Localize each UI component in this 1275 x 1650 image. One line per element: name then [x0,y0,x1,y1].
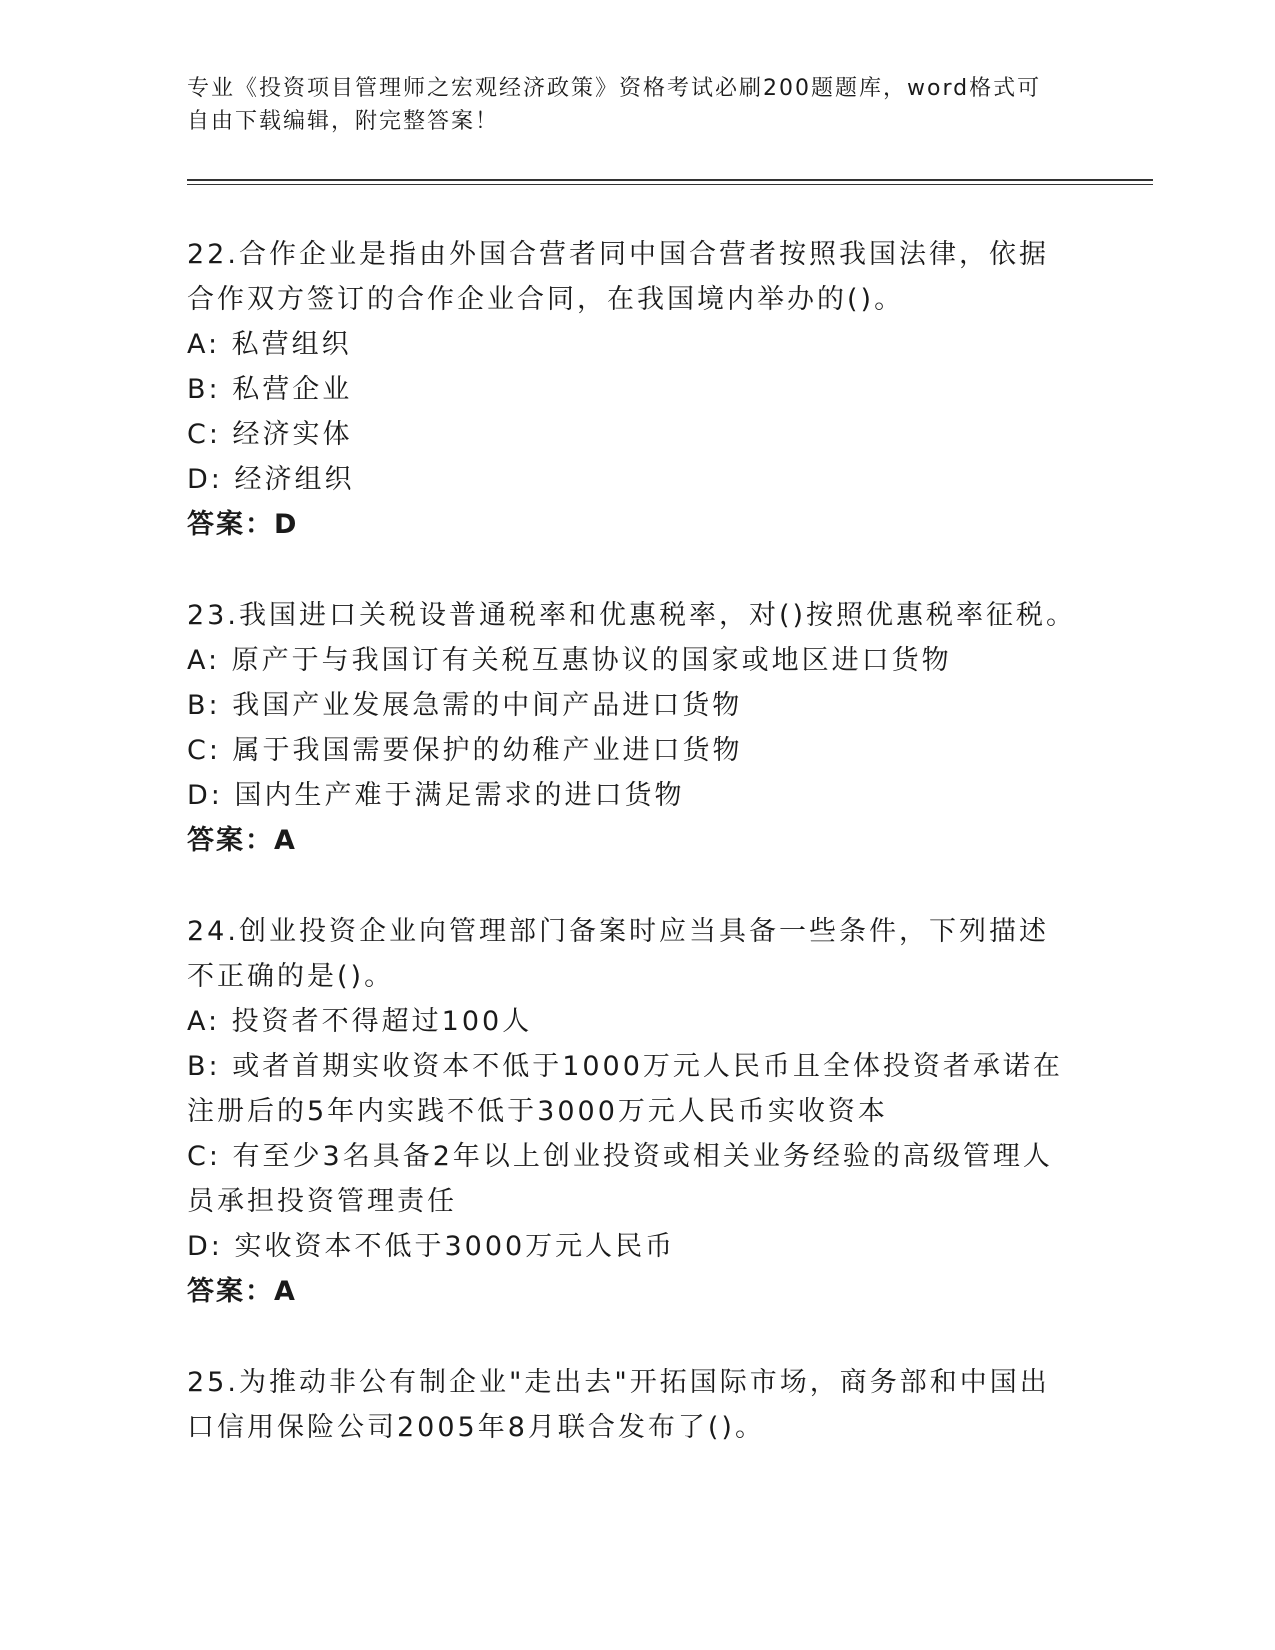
answer: 答案：A [187,825,297,856]
option-a: A: 原产于与我国订有关税互惠协议的国家或地区进口货物 [187,645,952,676]
option-c: C: 有至少3名具备2年以上创业投资或相关业务经验的高级管理人员承担投资管理责任 [187,1141,1053,1217]
question-text: 25.为推动非公有制企业"走出去"开拓国际市场，商务部和中国出口信用保险公司2005年8月联合发布了()。 [187,1367,1050,1443]
option-a: A: 投资者不得超过100人 [187,1006,533,1037]
header-rule-thick [187,179,1153,181]
option-d: D: 国内生产难于满足需求的进口货物 [187,780,685,811]
option-a: A: 私营组织 [187,329,352,360]
answer: 答案：A [187,1276,297,1307]
question-25 [187,1360,1077,1450]
document-header [187,72,1067,138]
header-rule-thin [187,184,1153,185]
question-text: 23.我国进口关税设普通税率和优惠税率，对()按照优惠税率征税。 [187,600,1077,631]
question-text: 22.合作企业是指由外国合营者同中国合营者按照我国法律，依据合作双方签订的合作企业合同，在我国境内举办的()。 [187,239,1049,315]
header-line-2: 自由下载编辑，附完整答案！ [187,109,500,134]
question-text: 24.创业投资企业向管理部门备案时应当具备一些条件，下列描述不正确的是()。 [187,916,1049,992]
question-22 [187,232,1077,547]
option-d: D: 经济组织 [187,464,355,495]
option-c: C: 属于我国需要保护的幼稚产业进口货物 [187,735,743,766]
option-b: B: 私营企业 [187,374,353,405]
header-line-1: 专业《投资项目管理师之宏观经济政策》资格考试必刷200题题库，word格式可 [187,76,1042,101]
question-list [187,232,1077,1496]
option-d: D: 实收资本不低于3000万元人民币 [187,1231,676,1262]
question-23 [187,593,1077,863]
option-b: B: 或者首期实收资本不低于1000万元人民币且全体投资者承诺在注册后的5年内实践不低于3000万元人民币实收资本 [187,1051,1063,1127]
answer: 答案：D [187,509,299,540]
option-b: B: 我国产业发展急需的中间产品进口货物 [187,690,743,721]
question-24 [187,909,1077,1314]
option-c: C: 经济实体 [187,419,353,450]
